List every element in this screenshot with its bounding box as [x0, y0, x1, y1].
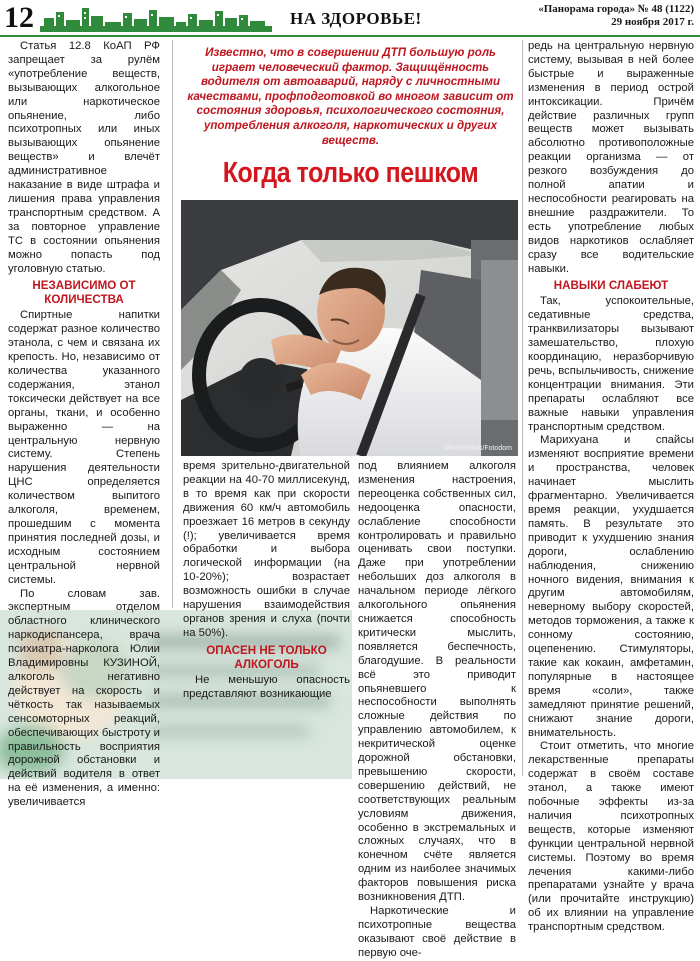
article-column-1 — [8, 40, 160, 810]
paragraph: Стоит отметить, что многие лекарственные препараты содержат в своём составе этанол, а также имеют побочные эффекты из-за наличия психотропных веществ, которые изменяют функции центральной нервной системы. Поэтому во время лечения какими-либо препаратами узнайте у врача (или прочитайте инструкцию) об их влиянии на управление транспортным средством. — [528, 740, 694, 934]
column-divider — [522, 40, 523, 776]
paragraph: редь на центральную нервную систему, вызывая в ней более быстрые и выраженные изменения в период острой интоксикации. Причём действие различных групп веществ может вызывать абсолютно противоположные реакции организма — от резкого возбуждения до полной апатии и неспособности реагировать на внешние раздражители. То есть употребление любых видов наркотиков ослабляет сразу все водительские навыки. — [528, 40, 694, 275]
publication-name: «Панорама города» № 48 (1122) — [538, 3, 694, 15]
paragraph: время зрительно-двигательной реакции на 40-70 миллисекунд, в то время как при скорости движения 60 км/ч автомобиль проезжает 16 метров в секунду (!); увеличивается время обработки и выбора логической информации (на 10-20%); возрастает возможность ошибки в случае нарушения взаимодействия органов зрения и слуха (почти на 50%). — [183, 460, 350, 639]
section-title: НА ЗДОРОВЬЕ! — [290, 9, 422, 28]
paragraph: Так, успокоительные, седативные средства, транквилизаторы вызывают замешательство, плохую координацию, неразборчивую речь, вспыльчивость, снижение концентрации внимания. Эти препараты ослабляют все важные навыки управления транспортным средством. — [528, 295, 694, 433]
page-header — [0, 0, 700, 36]
photo-credit: Shutterstock/Fotodom — [443, 445, 512, 452]
sleeping-driver-illustration — [181, 200, 518, 456]
article-lead: Известно, что в совершении ДТП большую роль играет человеческий фактор. Защищённость водителя от автоаварий, наряду с личностными качествами, профподготовкой во многом зависит от состояния здоровья, психологического состояния, употребления алкоголя, наркотических и других веществ. — [187, 46, 514, 147]
article-photo — [181, 200, 518, 456]
paragraph: По словам зав. экспертным отделом областного клинического наркодиспансера, врача психиатра-нарколога Юлии Владимировны КУЗИНОЙ, алкоголь негативно действует на скорость и чёткость так называемых сенсомоторных реакций, обеспечивающих быстроту и правильность восприятия дорожной обстановки и действий водителя в ответ на её изменения, а именно: увеличивается — [8, 587, 160, 809]
article-column-3 — [358, 460, 516, 961]
issue-info — [538, 3, 694, 29]
paragraph: Статья 12.8 КоАП РФ запрещает за рулём «употребление веществ, вызывающих алкогольное или наркотическое опьянение, либо психотропных или иных вызывающих опьянение веществ» и влечёт административное наказание в виде штрафа и лишения права управления транспортным средством. А за повторное управление ТС в состоянии опьянения можно попасть под уголовную статью. — [8, 40, 160, 275]
subheading-not-only-alcohol: ОПАСЕН НЕ ТОЛЬКО АЛКОГОЛЬ — [206, 643, 327, 671]
article-column-4 — [528, 40, 694, 935]
subheading-independent-of-amount: НЕЗАВИСИМО ОТ КОЛИЧЕСТВА — [32, 279, 136, 307]
page-number: 12 — [4, 1, 34, 34]
paragraph: Наркотические и психотропные вещества оказывают своё действие в первую оче- — [358, 905, 516, 959]
paragraph: под влиянием алкоголя изменения настроения, переоценка собственных сил, недооценка опасности, ослабление способности контролировать и правильно оценивать свои поступки. Даже при употреблении небольших доз алкоголя в начальном периоде лёгкого алкогольного опьянения снижается способность критически мыслить, появляется беспечность, благодушие. В реальности всё это приводит опьяневшего к неспособности выполнять сложные действия по управлению автомобилем, к некритической оценке дорожной обстановки, превышению скорости, совершению действий, не соответствующих реальным условиям движения, особенно в экстремальных и сложных случаях, что в конечном счёте является одним из наиболее значимых факторов повышения риска возникновения ДТП. — [358, 460, 516, 904]
subheading-skills-weaken: НАВЫКИ СЛАБЕЮТ — [553, 279, 669, 293]
header-rule — [0, 35, 700, 37]
paragraph: Марихуана и спайсы изменяют восприятие времени и пространства, человек начинает мыслить фрагментарно. Увеличивается время реакции, ухудшается память. В результате это приводит к ухудшению знания дороги, ослаблению наблюдения, снижению ночного видения, внимания к другим автомобилям, неверному выбору скоростей, методов торможения, а также к сонному состоянию, оцепенению. Стимуляторы, такие как кокаин, амфетамин, популярные в настоящее время «соли», также замедляют принятие решений, снижают знание дороги, внимательность. — [528, 434, 694, 739]
article-headline: Когда только пешком — [222, 157, 479, 189]
paragraph: Не меньшую опасность представляют возникающие — [183, 673, 350, 700]
header-green-bar — [40, 26, 272, 32]
paragraph: Спиртные напитки содержат разное количество этанола, с чем и связана их крепость. Но, независимо от количества указанного содержания, этанол токсически действует на все органы, ткани, и особенно выраженно — на центральную нервную систему. Степень нарушения деятельности ЦНС определяется количеством выпитого алкоголя, временем, прошедшим с момента принятия последней дозы, и исходным состоянием центральной нервной системы. — [8, 309, 160, 586]
column-divider — [172, 40, 173, 608]
issue-date: 29 ноября 2017 г. — [611, 16, 694, 28]
article-column-2 — [183, 460, 350, 702]
